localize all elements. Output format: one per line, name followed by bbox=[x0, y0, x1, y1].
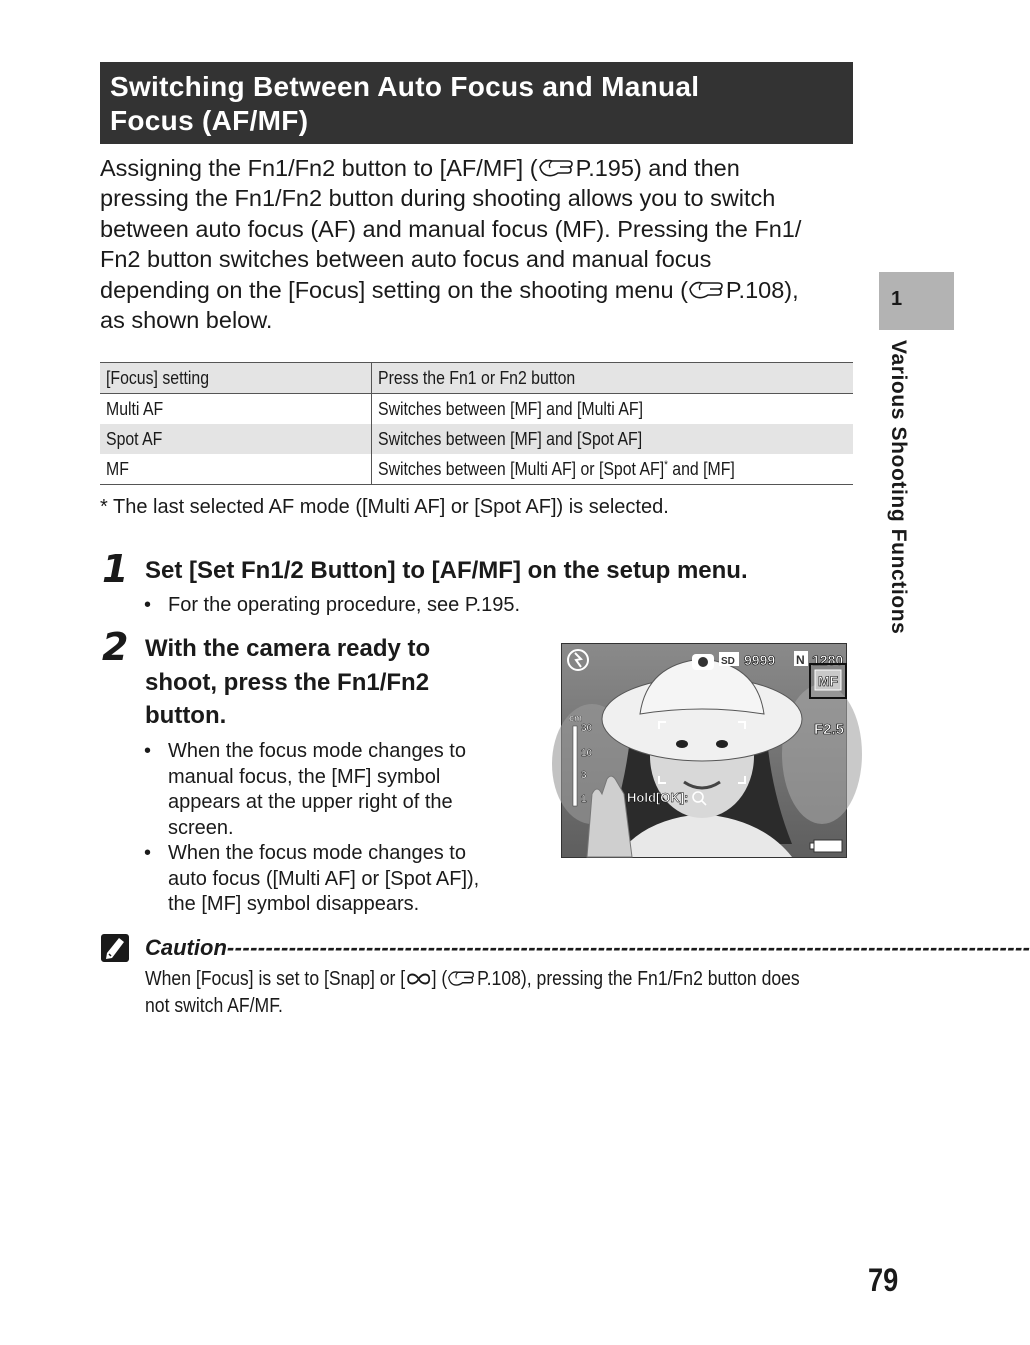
aperture-value: F2.5 bbox=[814, 721, 845, 738]
list-item: • When the focus mode changes to auto focus ([Multi AF] or [Spot AF]), the [MF] symbol disappears. bbox=[100, 841, 479, 918]
section-title-line1: Switching Between Auto Focus and Manual bbox=[110, 71, 700, 102]
page-reference-icon bbox=[447, 967, 477, 988]
intro-text: Fn2 button switches between auto focus and manual focus bbox=[100, 246, 712, 273]
table-header-row bbox=[100, 363, 853, 394]
table-header: [Focus] setting bbox=[100, 363, 372, 394]
section-title bbox=[100, 62, 853, 144]
camera-screen-image bbox=[561, 643, 847, 858]
infinity-icon bbox=[405, 971, 431, 987]
table-row bbox=[100, 454, 853, 485]
caution-text: When [Focus] is set to [Snap] or [ ] ( P.108), pressing the Fn1/Fn2 button does not switch AF/MF. bbox=[145, 968, 800, 1017]
intro-paragraph bbox=[100, 153, 860, 335]
table-cell: Multi AF bbox=[100, 394, 372, 425]
page-reference-icon bbox=[688, 277, 726, 301]
caution-title: Caution bbox=[145, 935, 227, 960]
table-cell: Switches between [MF] and [Spot AF] bbox=[378, 428, 643, 449]
page-number: 79 bbox=[868, 1262, 899, 1298]
quality-indicator: N bbox=[796, 653, 805, 667]
step-number: 2 bbox=[102, 625, 129, 669]
table-row bbox=[100, 394, 853, 425]
table-row bbox=[100, 424, 853, 454]
step-title-line: With the camera ready to bbox=[145, 635, 431, 662]
svg-text:SD: SD bbox=[721, 656, 735, 667]
intro-text: P.108), bbox=[725, 276, 799, 303]
step-title-line: shoot, press the Fn1/Fn2 bbox=[145, 668, 430, 696]
step1-bullets bbox=[100, 593, 520, 619]
caution-icon bbox=[100, 933, 130, 963]
scale-label: 30 bbox=[581, 723, 593, 734]
step-title: Set [Set Fn1/2 Button] to [AF/MF] on the setup menu. bbox=[145, 557, 748, 584]
page-reference-icon bbox=[538, 155, 576, 179]
shots-remaining: 9999 bbox=[744, 652, 776, 668]
step-title-line: button. bbox=[145, 702, 227, 729]
intro-text: between auto focus (AF) and manual focus (MF). Pressing the Fn1/ bbox=[100, 215, 802, 242]
intro-text: Assigning the Fn1/Fn2 button to [AF/MF] ( bbox=[100, 155, 538, 181]
step-title bbox=[145, 632, 430, 733]
scale-unit: cm bbox=[569, 713, 583, 723]
table-cell: Switches between [MF] and [Multi AF] bbox=[378, 398, 643, 419]
focus-setting-table bbox=[100, 362, 853, 485]
mf-symbol: MF bbox=[818, 673, 839, 689]
caution-heading: Caution-------------------------------------------------------------------------------------------------------- bbox=[145, 935, 1030, 960]
intro-text: depending on the [Focus] setting on the shooting menu ( bbox=[100, 276, 688, 303]
scale-label: 1 bbox=[581, 794, 587, 805]
chapter-label: Various Shooting Functions bbox=[887, 340, 910, 635]
table-cell: MF bbox=[100, 454, 372, 485]
step2-bullets bbox=[100, 739, 479, 918]
chapter-tab: 1 bbox=[879, 272, 954, 330]
list-item: • When the focus mode changes to manual focus, the [MF] symbol appears at the upper right of the screen. bbox=[100, 739, 479, 841]
table-footnote: * The last selected AF mode ([Multi AF] or [Spot AF]) is selected. bbox=[100, 496, 669, 518]
section-title-line2: Focus (AF/MF) bbox=[110, 105, 309, 136]
scale-label: 3 bbox=[581, 770, 587, 781]
intro-text: P.195) and then bbox=[575, 155, 740, 181]
hold-ok-hint: Hold[OK]: bbox=[627, 790, 689, 805]
step-number: 1 bbox=[102, 547, 129, 591]
table-cell: Switches between [Multi AF] or [Spot AF]* and [MF] bbox=[372, 454, 854, 485]
intro-text: as shown below. bbox=[100, 307, 273, 334]
intro-text: pressing the Fn1/Fn2 button during shooting allows you to switch bbox=[100, 185, 776, 212]
image-size: 1280 bbox=[812, 652, 844, 668]
scale-label: 10 bbox=[581, 748, 593, 759]
table-cell: Spot AF bbox=[100, 424, 372, 454]
list-item: • For the operating procedure, see P.195. bbox=[100, 593, 520, 619]
table-header: Press the Fn1 or Fn2 button bbox=[372, 363, 854, 394]
